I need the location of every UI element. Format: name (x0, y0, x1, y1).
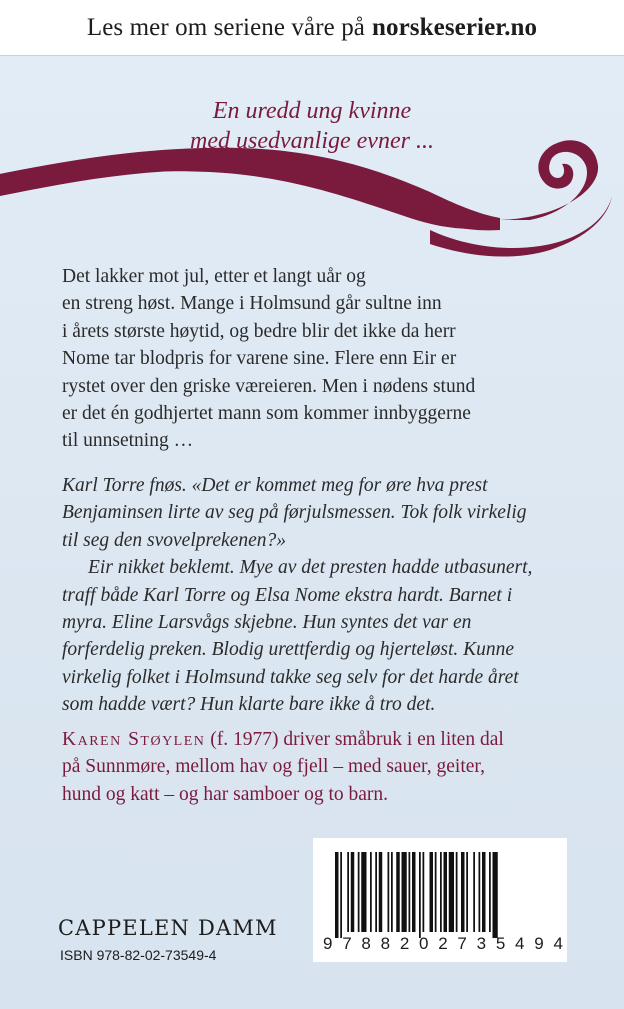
series-link-banner (0, 0, 624, 56)
barcode-digit: 9 (323, 934, 333, 953)
barcode-digits (323, 934, 563, 954)
excerpt-line: traff både Karl Torre og Elsa Nome ekstra hardt. Barnet i (62, 584, 513, 606)
barcode-bar (361, 852, 366, 932)
author-bio-line-1 (62, 726, 582, 753)
barcode-digit: 8 (361, 934, 371, 953)
barcode-bar (358, 852, 360, 932)
blurb-line: rystet over den griske væreieren. Men i nødens stund (62, 375, 476, 397)
barcode-bar (412, 852, 416, 932)
blurb-line: til unnsetning … (62, 430, 194, 452)
excerpt-line: som hadde vært? Hun klarte bare ikke å tro det. (62, 694, 436, 716)
barcode-bar (440, 852, 442, 932)
barcode-bar (379, 852, 383, 932)
barcode-bar (444, 852, 448, 932)
author-bio-line-3: hund og katt – og har samboer og to barn. (62, 783, 389, 805)
barcode-bar (402, 852, 407, 932)
barcode-digit: 4 (515, 934, 525, 953)
barcode-bar (396, 852, 400, 932)
barcode-digit: 2 (399, 934, 410, 953)
author-bio (62, 726, 582, 808)
barcode-bar (493, 852, 498, 938)
barcode-digit: 5 (495, 934, 506, 953)
barcode-bar (340, 852, 342, 938)
barcode-bar (391, 852, 393, 932)
barcode-digit: 2 (438, 934, 448, 953)
barcode-bar (479, 852, 481, 932)
blurb-line: Nome tar blodpris for varene sine. Flere enn Eir er (62, 348, 457, 370)
swirl-ornament-icon (0, 140, 624, 270)
barcode-digit: 4 (553, 934, 563, 953)
excerpt-line: myra. Eline Larsvågs skjebne. Hun syntes det var en (62, 612, 472, 634)
barcode-digit: 7 (457, 934, 467, 953)
barcode-bar (347, 852, 349, 932)
series-website-link[interactable]: norskeserier.no (372, 13, 538, 41)
barcode-digit: 0 (419, 934, 429, 953)
barcode-bar (375, 852, 377, 932)
barcode-digit: 8 (380, 934, 391, 953)
excerpt-line: forferdelig preken. Blodig urettferdig og hjerteløst. Kunne (62, 639, 515, 661)
barcode-bar (351, 852, 355, 932)
barcode-bar (419, 852, 421, 938)
barcode-bar (370, 852, 372, 932)
barcode-digit: 3 (476, 934, 487, 953)
blurb-text (62, 263, 562, 455)
excerpt-line: Karl Torre fnøs. «Det er kommet meg for øre hva prest (62, 475, 488, 496)
barcode-bar (435, 852, 437, 932)
barcode-bar (473, 852, 475, 932)
barcode-digit: 7 (342, 934, 352, 953)
barcode-bar (482, 852, 486, 932)
author-bio-line-2: på Sunnmøre, mellom hav og fjell – med sauer, geiter, (62, 756, 485, 778)
blurb-line: Det lakker mot jul, etter et langt uår og (62, 266, 366, 287)
blurb-line: er det én godhjertet mann som kommer innbyggerne (62, 403, 471, 425)
banner-text: Les mer om seriene våre på (86, 13, 365, 41)
tagline-line-2: med usedvanlige evner ... (190, 128, 434, 154)
barcode-bar (461, 852, 465, 932)
author-bio-text: (f. 1977) driver småbruk i en liten dal (205, 729, 504, 750)
excerpt-text (62, 472, 582, 719)
barcode-bar (409, 852, 411, 932)
barcode-bar (456, 852, 458, 932)
barcode-bar (466, 852, 468, 932)
barcode-bar (388, 852, 390, 932)
excerpt-line: virkelig folket i Holmsund takke seg selv for det harde året (62, 666, 519, 688)
barcode-bar (423, 852, 425, 932)
barcode (313, 838, 567, 962)
tagline-line-1: En uredd ung kvinne (212, 98, 412, 124)
publisher-logo: CAPPELEN DAMM (58, 916, 278, 940)
excerpt-line: Eir nikket beklemt. Mye av det presten hadde utbasunert, (88, 557, 533, 579)
barcode-digit: 9 (534, 934, 544, 953)
blurb-line: i årets største høytid, og bedre blir det ikke da herr (62, 320, 456, 342)
barcode-bar (335, 852, 339, 938)
barcode-bar (430, 852, 434, 932)
author-name: Karen Støylen (62, 729, 206, 750)
excerpt-line: Benjaminsen lirte av seg på førjulsmessen. Tok folk virkelig (62, 502, 527, 524)
excerpt-line: til seg den svovelprekenen?» (62, 529, 286, 551)
barcode-bar (449, 852, 454, 932)
isbn-number: ISBN 978-82-02-73549-4 (60, 947, 217, 963)
blurb-line: en streng høst. Mange i Holmsund går sultne inn (62, 293, 442, 315)
barcode-bar (489, 852, 491, 932)
